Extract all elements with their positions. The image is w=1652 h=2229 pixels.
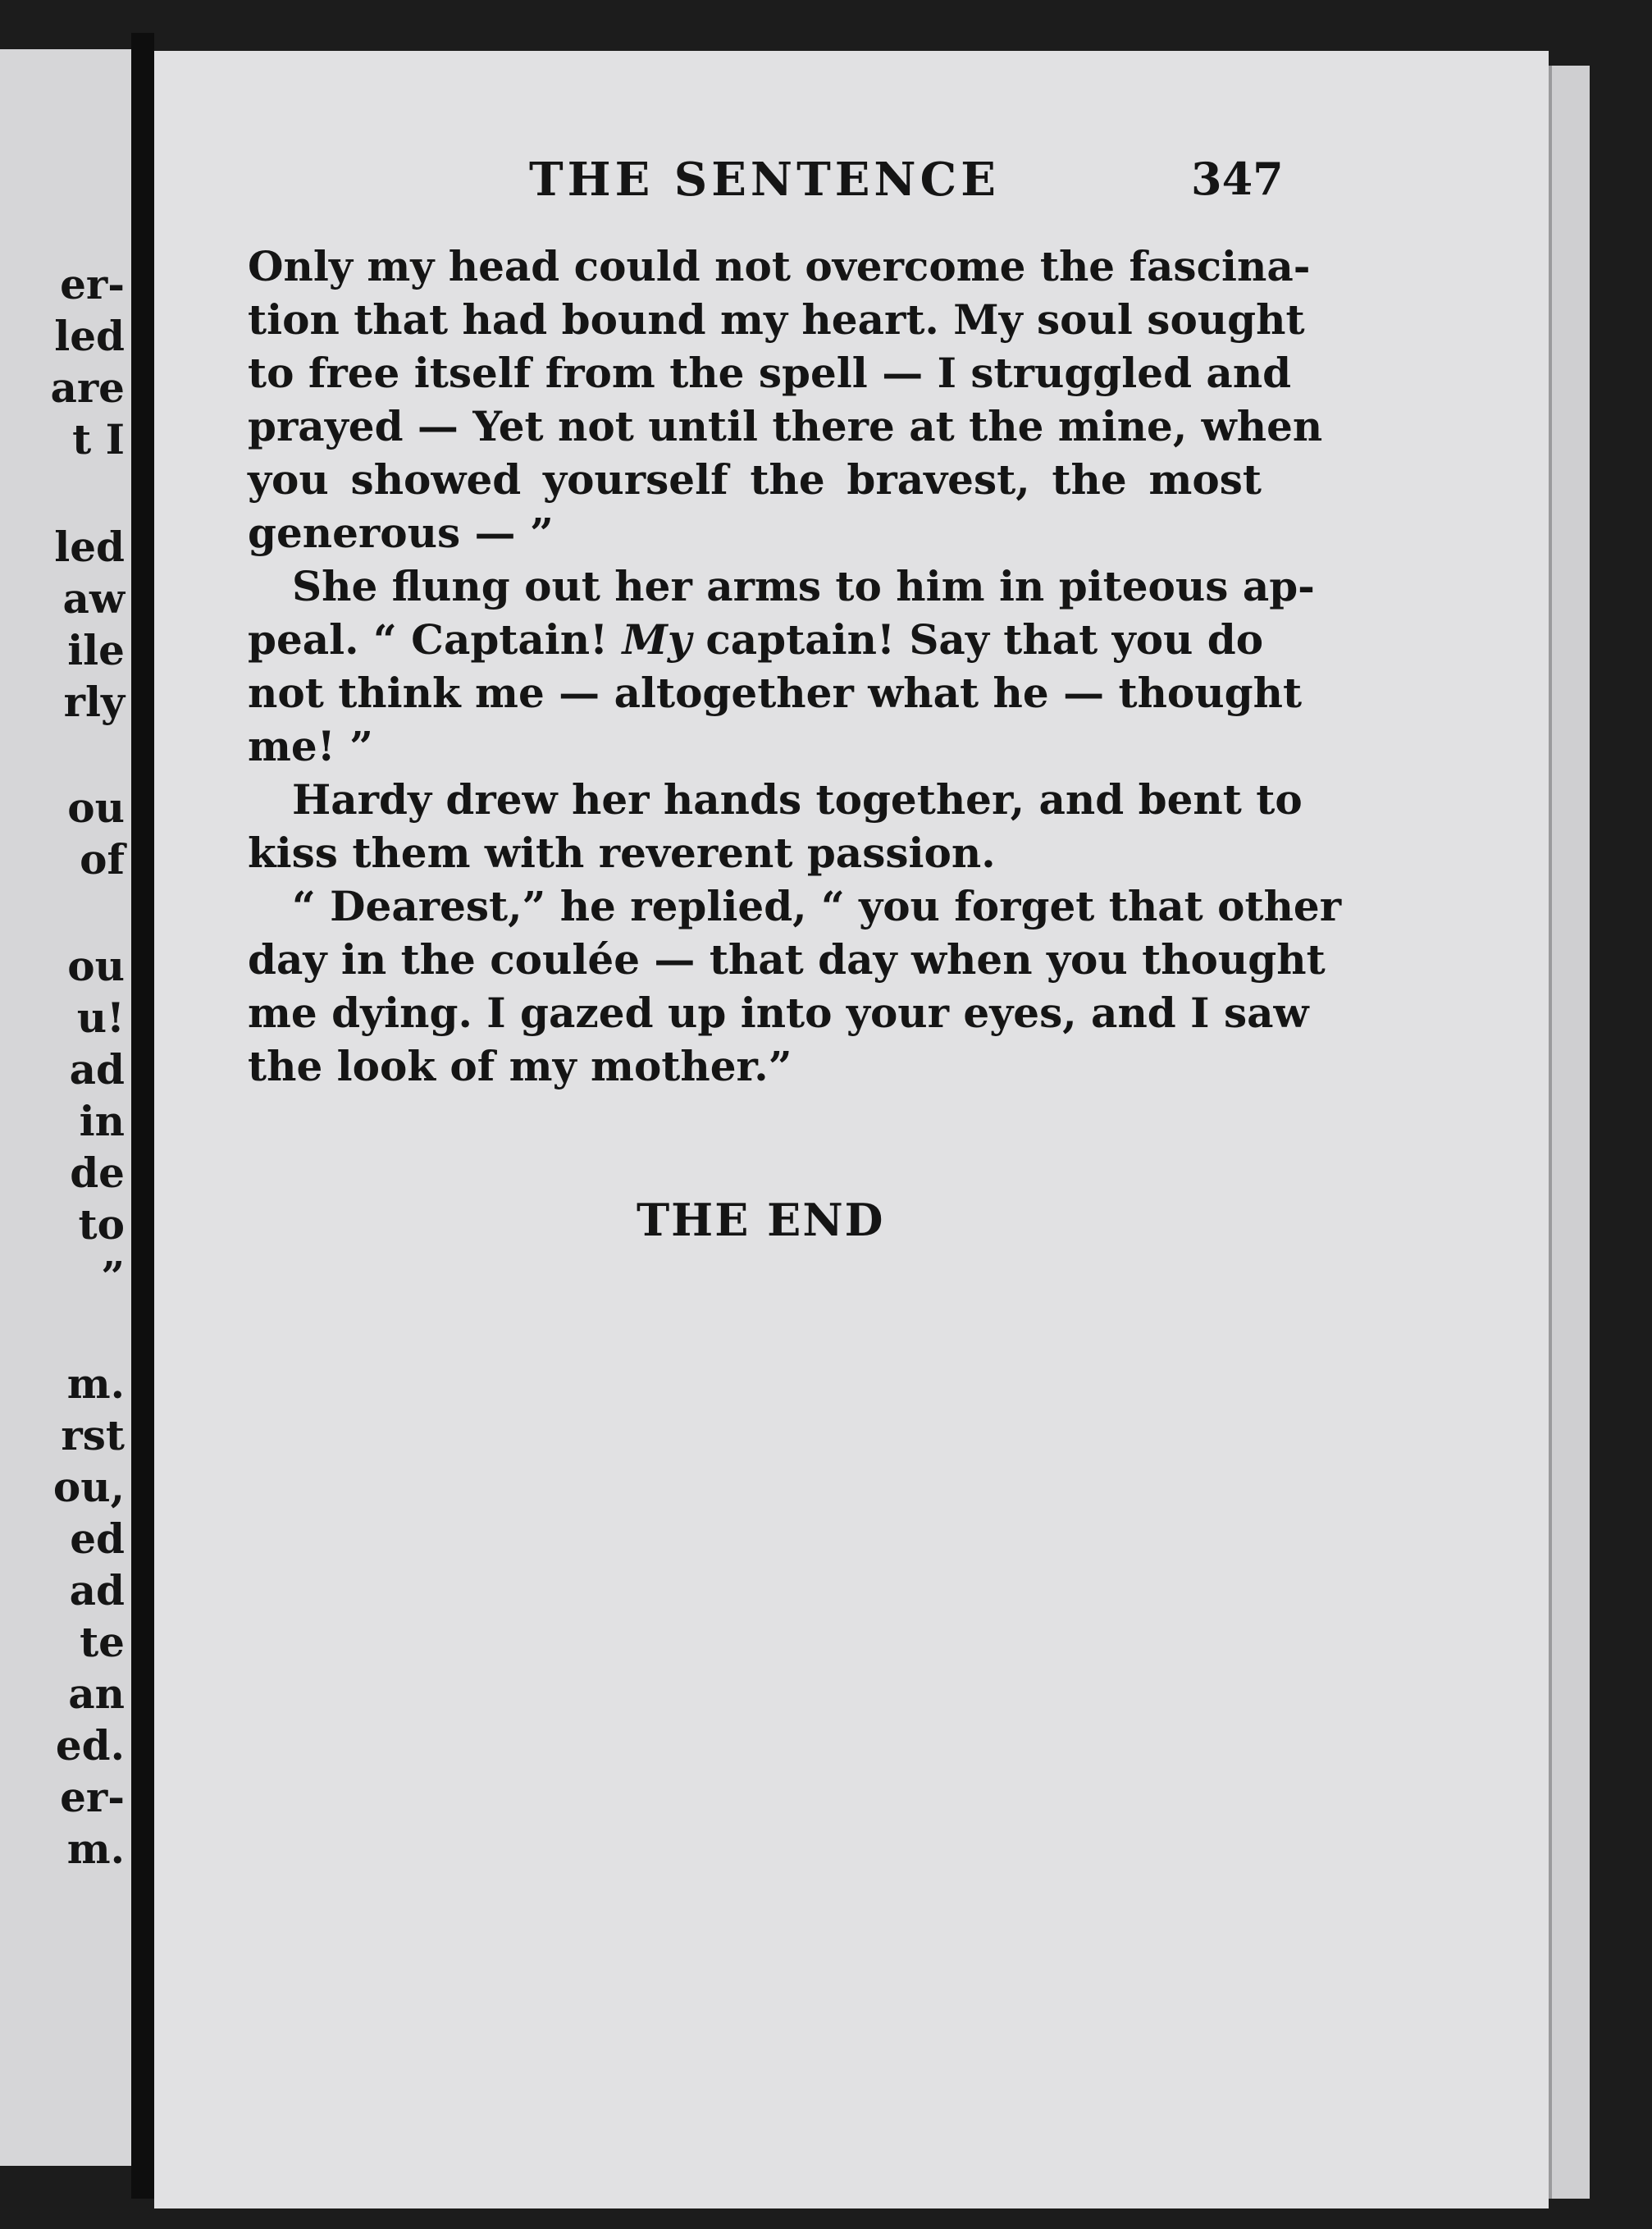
- emphasis-text: My: [622, 615, 691, 664]
- left-page-fragment: in: [79, 1097, 125, 1145]
- left-page-fragment: er-: [60, 260, 125, 308]
- text-line: day in the coulée — that day when you thought: [248, 935, 1326, 984]
- text-line: not think me — altogether what he — thought: [248, 669, 1303, 717]
- page-edge: [1549, 66, 1590, 2199]
- left-page-fragment: m.: [66, 1825, 125, 1873]
- text-fragment: peal. “ Captain!: [248, 615, 609, 664]
- left-page-fragment: are: [50, 363, 125, 412]
- text-line: me! ”: [248, 722, 373, 770]
- left-page-fragment: m.: [66, 1359, 125, 1408]
- left-page-fragment: ou: [67, 783, 125, 832]
- book-gutter: [131, 33, 154, 2199]
- left-page-fragment: rst: [61, 1411, 125, 1459]
- left-page-fragment: led: [54, 312, 125, 360]
- left-page-fragment: de: [70, 1149, 125, 1197]
- the-end-heading: THE END: [637, 1194, 885, 1246]
- left-page-fragment: ”: [101, 1252, 125, 1300]
- left-page-fragment: t I: [72, 415, 125, 464]
- text-line: kiss them with reverent passion.: [248, 829, 996, 877]
- left-page-fragment: ed: [70, 1514, 125, 1563]
- body-text: [248, 240, 1342, 1093]
- left-page-fragment: an: [68, 1669, 125, 1718]
- left-page-fragment: rly: [63, 678, 125, 726]
- text-line: “ Dearest,” he replied, “ you forget that other: [292, 882, 1342, 930]
- left-page-fragment: led: [54, 523, 125, 571]
- left-page-fragment: ad: [69, 1566, 125, 1615]
- text-line: you showed yourself the bravest, the most: [248, 455, 1262, 504]
- left-page-fragment: ile: [67, 626, 125, 674]
- text-line: generous — ”: [248, 509, 554, 557]
- left-page-fragment: of: [80, 835, 125, 884]
- left-page-fragment: ad: [69, 1045, 125, 1094]
- text-fragment: captain! Say that you do: [691, 615, 1264, 664]
- text-line: prayed — Yet not until there at the mine, when: [248, 402, 1323, 450]
- left-page-fragment: er-: [60, 1773, 125, 1821]
- left-page-fragment: ou: [67, 942, 125, 990]
- text-line: [248, 613, 1262, 666]
- text-line: the look of my mother.”: [248, 1042, 792, 1090]
- left-page-fragment: aw: [62, 574, 125, 623]
- text-line: me dying. I gazed up into your eyes, and I saw: [248, 989, 1309, 1037]
- text-line: Only my head could not overcome the fascina-: [248, 242, 1311, 290]
- left-page-fragment: te: [80, 1618, 125, 1666]
- running-head: THE SENTENCE: [529, 153, 1000, 207]
- left-facing-page: [0, 49, 131, 2166]
- left-page-fragment: to: [78, 1200, 125, 1249]
- text-line: to free itself from the spell — I struggled and: [248, 349, 1292, 397]
- left-page-fragment: ed.: [55, 1721, 125, 1770]
- left-page-fragment: ou,: [52, 1463, 125, 1511]
- left-page-fragment: u!: [76, 993, 125, 1042]
- page-number: 347: [1191, 153, 1284, 205]
- text-line: tion that had bound my heart. My soul sought: [248, 295, 1305, 344]
- text-line: Hardy drew her hands together, and bent to: [292, 775, 1303, 824]
- text-line: She flung out her arms to him in piteous ap-: [292, 562, 1315, 610]
